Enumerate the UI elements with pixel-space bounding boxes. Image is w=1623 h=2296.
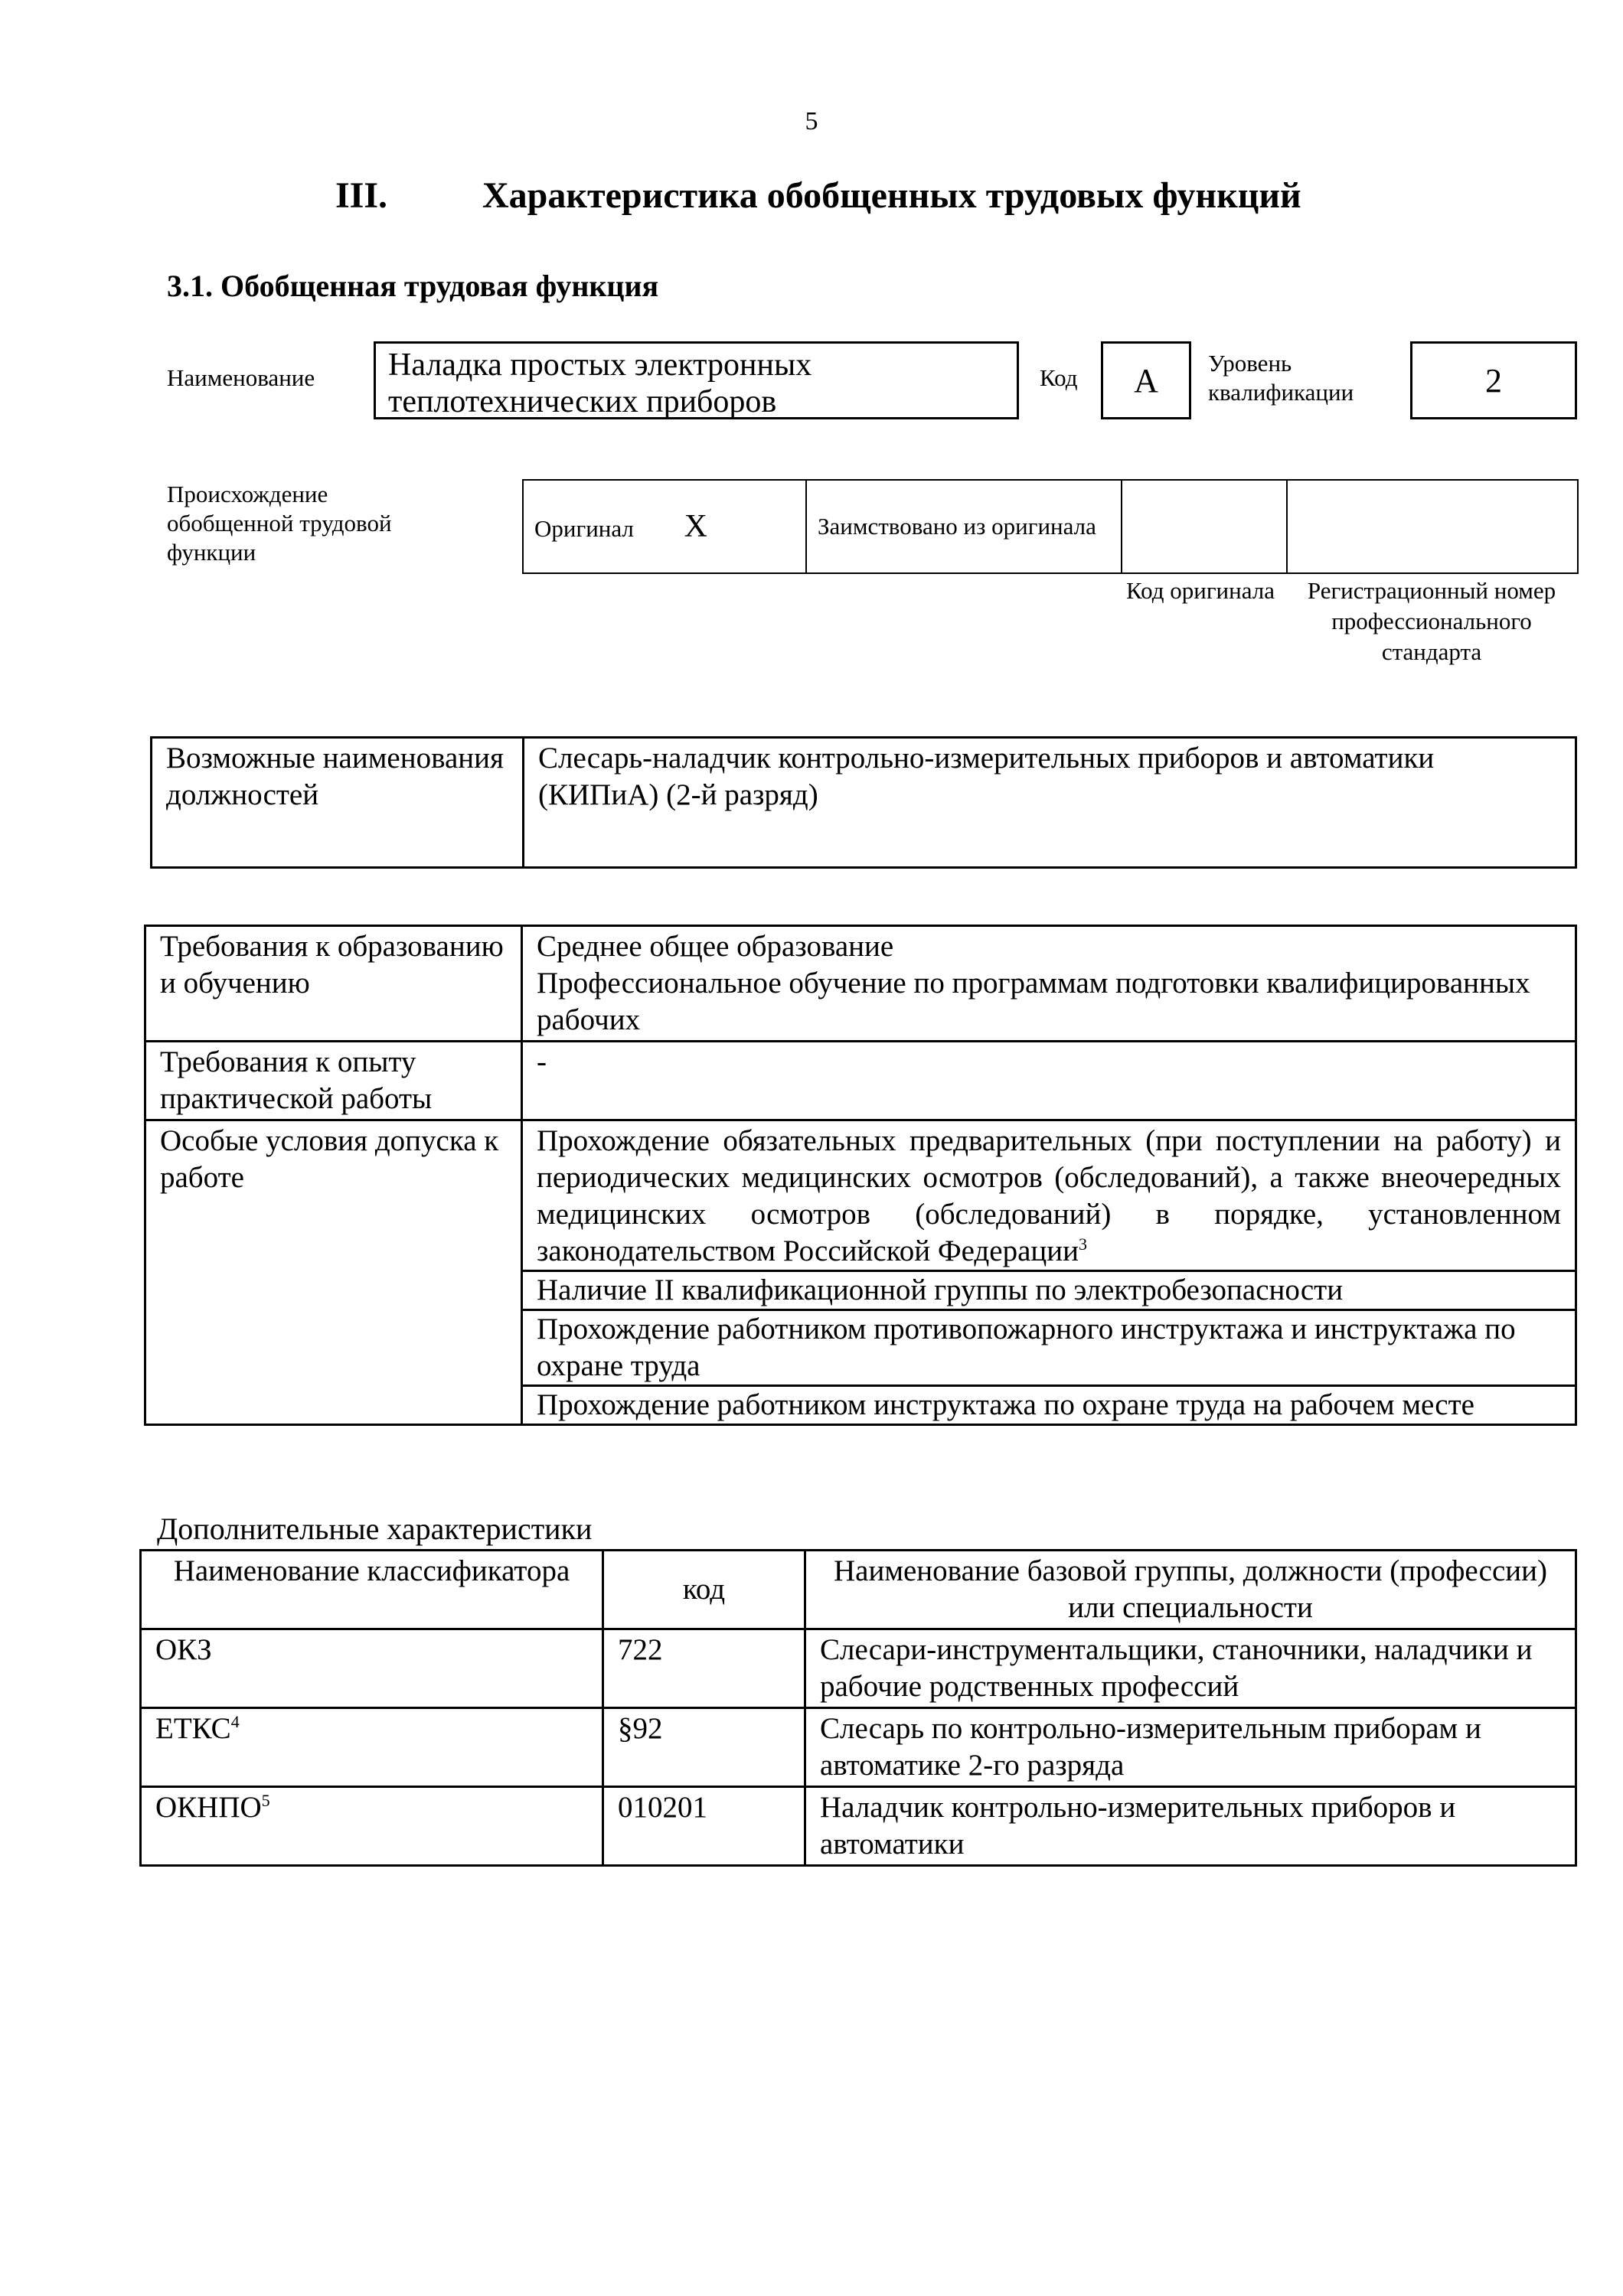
additional-title: Дополнительные характеристики [157, 1512, 593, 1546]
section-number: III. [335, 175, 388, 216]
footnote-mark: 3 [1079, 1234, 1087, 1254]
classifier-cell [141, 1787, 603, 1866]
function-name-box: Наладка простых электронных теплотехнических приборов [374, 341, 1019, 419]
classifier-cell [141, 1708, 603, 1787]
education-line: Среднее общее образование [537, 930, 894, 963]
group-name-cell: Наладчик контрольно-измерительных приборов и автоматики [805, 1787, 1576, 1866]
original-code-caption: Код оригинала [1125, 577, 1275, 604]
education-label: Требования к образованию и обучению [145, 926, 522, 1042]
original-label: Оригинал [534, 515, 634, 542]
experience-label: Требования к опыту практической работы [145, 1042, 522, 1120]
level-label: Уровень квалификации [1208, 350, 1354, 406]
subsection-title: 3.1. Обобщенная трудовая функция [167, 269, 659, 303]
condition-item: Наличие II квалификационной группы по электробезопасности [523, 1270, 1575, 1309]
table-row [141, 1708, 1576, 1787]
original-cell [523, 480, 806, 573]
code-label: Код [1040, 364, 1078, 391]
code-cell: 722 [603, 1629, 805, 1708]
group-name-cell: Слесарь по контрольно-измерительным приборам и автоматике 2-го разряда [805, 1708, 1576, 1787]
education-value [522, 926, 1576, 1042]
original-code-cell [1122, 480, 1287, 573]
table-row [141, 1787, 1576, 1866]
code-box: А [1101, 341, 1191, 419]
table-row [141, 1629, 1576, 1708]
name-label: Наименование [167, 364, 315, 391]
reg-number-cell [1287, 480, 1578, 573]
header-classifier: Наименование классификатора [141, 1551, 603, 1629]
origin-table [522, 479, 1579, 574]
experience-value: - [522, 1042, 1576, 1120]
conditions-value [522, 1120, 1576, 1425]
origin-label: Происхождение обобщенной трудовой функции [167, 481, 392, 566]
positions-table [150, 736, 1577, 869]
positions-value: Слесарь-наладчик контрольно-измерительных приборов и автоматики (КИПиА) (2-й разряд) [524, 738, 1576, 868]
header-code: код [603, 1551, 805, 1629]
borrowed-cell: Заимствовано из оригинала [806, 480, 1122, 573]
page-number: 5 [805, 107, 818, 135]
level-box: 2 [1410, 341, 1577, 419]
positions-label: Возможные наименования должностей [152, 738, 524, 868]
reg-number-caption: Регистрационный номер профессионального стандарта [1307, 577, 1556, 665]
group-name-cell: Слесари-инструментальщики, станочники, наладчики и рабочие родственных профессий [805, 1629, 1576, 1708]
requirements-table [144, 925, 1577, 1426]
additional-table [139, 1549, 1577, 1867]
section-title: Характеристика обобщенных трудовых функций [482, 175, 1301, 216]
code-cell: 010201 [603, 1787, 805, 1866]
condition-item: Прохождение работником противопожарного инструктажа и инструктажа по охране труда [523, 1309, 1575, 1384]
condition-item: Прохождение работником инструктажа по охране труда на рабочем месте [523, 1384, 1575, 1424]
education-line: Профессиональное обучение по программам подготовки квалифицированных рабочих [537, 967, 1530, 1036]
classifier-cell [141, 1629, 603, 1708]
condition-item [523, 1123, 1575, 1270]
classifier-name: ЕТКС [155, 1712, 231, 1745]
code-cell: §92 [603, 1708, 805, 1787]
condition-text: Прохождение обязательных предварительных (при поступлении на работу) и периодических медицинских осмотров (обследований), а также внеочередных медицинских осмотров (обследований) в порядке, установленном законодательством Российской Федерации [537, 1124, 1561, 1267]
original-mark: Х [684, 509, 707, 544]
header-group-name: Наименование базовой группы, должности (профессии) или специальности [805, 1551, 1576, 1629]
conditions-label: Особые условия допуска к работе [145, 1120, 522, 1425]
footnote-mark: 4 [230, 1712, 240, 1731]
classifier-name: ОКЗ [155, 1633, 212, 1666]
conditions-list [523, 1123, 1575, 1424]
footnote-mark: 5 [261, 1791, 270, 1810]
classifier-name: ОКНПО [155, 1791, 262, 1824]
